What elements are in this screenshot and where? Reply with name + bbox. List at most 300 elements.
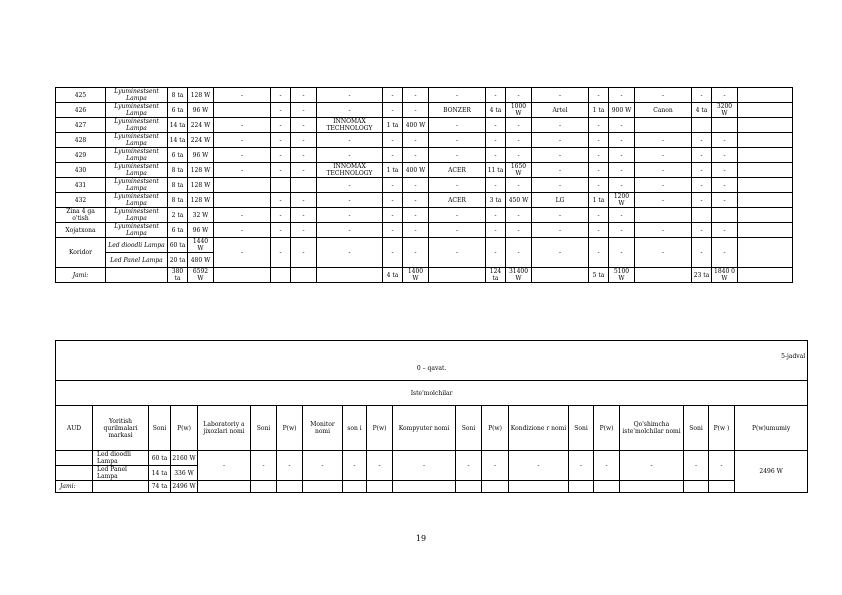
empty-cell <box>738 118 793 133</box>
table-cell: - <box>712 133 738 148</box>
table2-caption-cell <box>56 341 808 381</box>
table-cell: - <box>383 88 403 103</box>
column-header: P(w) <box>277 406 303 451</box>
table-cell: - <box>609 118 635 133</box>
table-row <box>56 133 793 148</box>
table-cell: 3 ta <box>486 193 506 208</box>
table-cell: - <box>712 223 738 238</box>
table-cell: - <box>486 223 506 238</box>
table-cell: - <box>692 163 712 178</box>
table-cell <box>277 481 303 493</box>
table-cell: - <box>506 118 532 133</box>
table-row <box>56 88 793 103</box>
table-cell: 11 ta <box>486 163 506 178</box>
column-header: P(w) <box>367 406 393 451</box>
table-cell: - <box>589 238 609 268</box>
table-cell: - <box>609 88 635 103</box>
total-label: Jami: <box>56 268 106 283</box>
column-header: P(w ) <box>709 406 735 451</box>
table-cell: - <box>429 223 486 238</box>
table-cell: - <box>589 208 609 223</box>
table-cell: - <box>712 238 738 268</box>
table-cell: - <box>589 88 609 103</box>
table-cell: - <box>486 238 506 268</box>
empty-cell <box>738 133 793 148</box>
table-cell: 3200 W <box>712 103 738 118</box>
table-cell: - <box>383 223 403 238</box>
table-cell: - <box>214 133 271 148</box>
count-cell: 6 ta <box>168 148 188 163</box>
count-cell: 8 ta <box>168 88 188 103</box>
count-cell: 60 ta <box>168 238 188 253</box>
table-cell: - <box>532 133 589 148</box>
column-header: Laboratoriy a jixozlari nomi <box>198 406 251 451</box>
table-cell: - <box>403 148 429 163</box>
lamp-name-cell: Led Panel Lampa <box>106 253 168 268</box>
table-cell: - <box>214 208 271 223</box>
table-cell: - <box>609 178 635 193</box>
table-cell: - <box>271 223 291 238</box>
table-cell: 1000 W <box>506 103 532 118</box>
total-row <box>56 268 793 283</box>
table-cell: - <box>214 88 271 103</box>
lamp-name-cell: Lyuminestsent Lampa <box>106 103 168 118</box>
empty-cell <box>738 88 793 103</box>
count-cell: 2 ta <box>168 208 188 223</box>
table-cell: - <box>635 193 692 208</box>
lamp-name-cell: Led Panel Lampa <box>93 466 149 481</box>
table-cell <box>271 178 291 193</box>
table-cell: - <box>684 451 709 481</box>
table-cell <box>214 103 271 118</box>
power-cell: 32 W <box>188 208 214 223</box>
count-cell: 8 ta <box>168 178 188 193</box>
table-cell <box>692 208 712 223</box>
table-cell: - <box>383 193 403 208</box>
table-cell: - <box>506 208 532 223</box>
table-cell: - <box>692 88 712 103</box>
table-cell <box>343 481 367 493</box>
room-cell: 430 <box>56 163 106 178</box>
consumers-table-floor4 <box>55 87 793 283</box>
table-cell: - <box>589 148 609 163</box>
table-cell: - <box>277 451 303 481</box>
count-cell: 6 ta <box>168 223 188 238</box>
empty-cell <box>738 103 793 118</box>
table-cell: - <box>383 148 403 163</box>
table-cell: - <box>635 148 692 163</box>
table-cell: - <box>486 208 506 223</box>
power-cell: 128 W <box>188 163 214 178</box>
table-cell <box>393 481 456 493</box>
floor-label: 0 – qavat. <box>416 365 447 372</box>
table-cell: - <box>506 148 532 163</box>
table-cell <box>709 481 735 493</box>
table-cell: - <box>506 238 532 268</box>
table-cell: - <box>692 193 712 208</box>
empty-cell <box>738 223 793 238</box>
power-cell: 480 W <box>188 253 214 268</box>
table-cell: - <box>509 451 569 481</box>
table-cell: - <box>589 133 609 148</box>
power-cell: 128 W <box>188 178 214 193</box>
total-power-cell: 2496 W <box>735 451 808 493</box>
empty-cell <box>738 148 793 163</box>
table-cell: - <box>429 238 486 268</box>
table-cell: - <box>214 238 271 268</box>
table-cell: 5 ta <box>589 268 609 283</box>
table-cell <box>303 481 343 493</box>
column-header: Kondizione r nomi <box>509 406 569 451</box>
column-header: AUD <box>56 406 93 451</box>
table-cell: 31400 W <box>506 268 532 283</box>
table-cell: - <box>486 178 506 193</box>
empty-cell <box>738 208 793 223</box>
table-cell: - <box>429 208 486 223</box>
table-row <box>56 163 793 178</box>
room-cell: 427 <box>56 118 106 133</box>
table-cell: 1 ta <box>383 163 403 178</box>
table-cell: - <box>609 208 635 223</box>
power-cell: 224 W <box>188 133 214 148</box>
table-cell: - <box>383 133 403 148</box>
table-cell: - <box>532 88 589 103</box>
table-cell: - <box>532 208 589 223</box>
table-cell: - <box>692 238 712 268</box>
table-cell: 4 ta <box>383 268 403 283</box>
column-header: Soni <box>251 406 277 451</box>
table-row <box>56 208 793 223</box>
table-cell: - <box>692 178 712 193</box>
table-cell: - <box>303 451 343 481</box>
table-cell: - <box>317 178 383 193</box>
table-cell: - <box>620 451 684 481</box>
room-cell: Koridor <box>56 238 106 268</box>
table-cell: - <box>383 178 403 193</box>
column-header: Soni <box>684 406 709 451</box>
table-cell <box>594 481 620 493</box>
table-cell: - <box>456 451 482 481</box>
table-cell: - <box>635 163 692 178</box>
table-cell: INNOMAX TECHNOLOGY <box>317 163 383 178</box>
table-cell: 1200 W <box>609 193 635 208</box>
aud-cell <box>56 451 93 466</box>
table-cell: 1400 W <box>403 268 429 283</box>
table-cell: - <box>429 148 486 163</box>
lamp-name-cell: Led dioodli Lampa <box>106 238 168 253</box>
table-cell <box>456 481 482 493</box>
table-cell: - <box>506 88 532 103</box>
column-header: Soni <box>456 406 482 451</box>
table-cell: 124 ta <box>486 268 506 283</box>
table-cell <box>620 481 684 493</box>
room-cell: 428 <box>56 133 106 148</box>
jadval-label: 5-jadval <box>781 353 806 360</box>
table-cell: - <box>403 208 429 223</box>
table-cell: - <box>429 88 486 103</box>
table-cell: - <box>594 451 620 481</box>
table-cell: - <box>609 148 635 163</box>
table-row <box>56 148 793 163</box>
power-cell: 96 W <box>188 103 214 118</box>
table-cell: - <box>317 193 383 208</box>
table-cell: - <box>403 178 429 193</box>
power-cell: 2160 W <box>171 451 198 466</box>
table-cell: - <box>317 223 383 238</box>
table-cell: - <box>506 223 532 238</box>
total-power: 6592 W <box>188 268 214 283</box>
table-cell: - <box>712 163 738 178</box>
table-cell: - <box>403 133 429 148</box>
column-header: P(w) <box>594 406 620 451</box>
table-cell: - <box>291 133 317 148</box>
lamp-name-cell: Lyuminestsent Lampa <box>106 223 168 238</box>
lamp-name-cell: Lyuminestsent Lampa <box>106 163 168 178</box>
table-cell: - <box>712 88 738 103</box>
power-cell: 128 W <box>188 88 214 103</box>
power-cell: 96 W <box>188 223 214 238</box>
empty-cell <box>738 268 793 283</box>
table-cell: - <box>486 148 506 163</box>
table-cell: - <box>271 133 291 148</box>
table-cell: - <box>709 451 735 481</box>
page-number: 19 <box>415 534 427 543</box>
power-cell: 224 W <box>188 118 214 133</box>
table-cell <box>635 208 692 223</box>
table-row <box>56 193 793 208</box>
table-cell: - <box>291 148 317 163</box>
table-cell: - <box>343 451 367 481</box>
total-count: 380 ta <box>168 268 188 283</box>
table-cell <box>367 481 393 493</box>
table-cell: - <box>271 238 291 268</box>
table-cell: 4 ta <box>692 103 712 118</box>
column-header: Qo'shimcha iste'molchilar nomi <box>620 406 684 451</box>
table-cell: - <box>393 451 456 481</box>
table-cell: - <box>403 223 429 238</box>
table-cell: - <box>291 103 317 118</box>
table-cell: - <box>506 133 532 148</box>
room-cell: 426 <box>56 103 106 118</box>
table-cell: - <box>317 133 383 148</box>
table-cell: - <box>532 238 589 268</box>
table-cell: 400 W <box>403 118 429 133</box>
table-cell <box>106 268 168 283</box>
table-cell: 1 ta <box>589 193 609 208</box>
table-row <box>56 118 793 133</box>
column-header: P(w) <box>171 406 198 451</box>
room-cell: Zina 4 ga o'tish <box>56 208 106 223</box>
room-cell: 431 <box>56 178 106 193</box>
table-cell: ACER <box>429 163 486 178</box>
room-cell: Xojatxona <box>56 223 106 238</box>
total-count: 74 ta <box>149 481 171 493</box>
table-cell <box>271 268 291 283</box>
table-cell: - <box>486 88 506 103</box>
table-cell <box>214 268 271 283</box>
count-cell: 14 ta <box>149 466 171 481</box>
table-cell: - <box>367 451 393 481</box>
table-cell: - <box>251 451 277 481</box>
table-cell: - <box>317 208 383 223</box>
table-cell: - <box>609 238 635 268</box>
column-header: Yoritish qurilmalari markasi <box>93 406 149 451</box>
table-cell: - <box>271 118 291 133</box>
table-cell <box>509 481 569 493</box>
lamp-name-cell: Lyuminestsent Lampa <box>106 178 168 193</box>
table-cell: 5100 W <box>609 268 635 283</box>
count-cell: 8 ta <box>168 193 188 208</box>
table-cell: - <box>609 223 635 238</box>
table-cell: 23 ta <box>692 268 712 283</box>
table-row <box>56 103 793 118</box>
table-cell: - <box>271 148 291 163</box>
table-cell: - <box>589 163 609 178</box>
table-cell: 900 W <box>609 103 635 118</box>
table-cell: - <box>383 103 403 118</box>
table-cell: - <box>532 163 589 178</box>
table-cell: 400 W <box>403 163 429 178</box>
table-cell: - <box>635 178 692 193</box>
count-cell: 6 ta <box>168 103 188 118</box>
lamp-name-cell: Lyuminestsent Lampa <box>106 133 168 148</box>
column-header: Soni <box>569 406 594 451</box>
table-cell: - <box>532 148 589 163</box>
table-row <box>56 178 793 193</box>
count-cell: 60 ta <box>149 451 171 466</box>
lamp-name-cell: Led dioodli Lampa <box>93 451 149 466</box>
table-cell: - <box>486 133 506 148</box>
table-cell <box>93 481 149 493</box>
empty-cell <box>738 163 793 178</box>
table-row <box>56 223 793 238</box>
table-cell: - <box>589 178 609 193</box>
table-cell: - <box>291 223 317 238</box>
empty-cell <box>738 193 793 208</box>
aud-cell <box>56 466 93 481</box>
table-cell: - <box>214 223 271 238</box>
table-cell <box>214 178 271 193</box>
power-cell: 336 W <box>171 466 198 481</box>
table-cell <box>317 268 383 283</box>
table-cell: - <box>403 238 429 268</box>
table-cell: - <box>486 118 506 133</box>
table-cell: 1 ta <box>383 118 403 133</box>
table-cell <box>569 481 594 493</box>
table-cell: - <box>532 178 589 193</box>
table-cell: - <box>692 148 712 163</box>
table-cell <box>291 178 317 193</box>
table-cell <box>251 481 277 493</box>
table-cell: - <box>271 103 291 118</box>
table-cell: Artel <box>532 103 589 118</box>
lamp-name-cell: Lyuminestsent Lampa <box>106 148 168 163</box>
column-header: Soni <box>149 406 171 451</box>
table-cell: - <box>635 88 692 103</box>
column-header: Monitor nomi <box>303 406 343 451</box>
table-cell: BONZER <box>429 103 486 118</box>
table-row <box>56 238 793 253</box>
table-cell <box>684 481 709 493</box>
table-cell: - <box>609 163 635 178</box>
empty-cell <box>738 178 793 193</box>
table-cell: - <box>403 103 429 118</box>
table-cell: 4 ta <box>486 103 506 118</box>
table-cell: - <box>635 238 692 268</box>
table-cell <box>429 268 486 283</box>
table-cell: - <box>271 208 291 223</box>
table-cell: - <box>271 88 291 103</box>
table-cell: - <box>532 118 589 133</box>
table-cell: - <box>532 223 589 238</box>
table-cell: 1650 W <box>506 163 532 178</box>
table-cell: - <box>429 133 486 148</box>
table-cell: - <box>291 88 317 103</box>
table-cell <box>692 118 712 133</box>
column-header: P(w) <box>482 406 509 451</box>
table-cell: - <box>214 118 271 133</box>
table-cell: ACER <box>429 193 486 208</box>
table-cell: LG <box>532 193 589 208</box>
table-cell: - <box>198 451 251 481</box>
table-cell <box>635 118 692 133</box>
table-cell <box>635 268 692 283</box>
table-cell: - <box>271 193 291 208</box>
table-cell <box>532 268 589 283</box>
table-cell: INNOMAX TECHNOLOGY <box>317 118 383 133</box>
table-cell: - <box>291 163 317 178</box>
table-cell: - <box>271 163 291 178</box>
power-cell: 128 W <box>188 193 214 208</box>
consumers-title: Iste'molchilar <box>56 381 808 406</box>
room-cell: 429 <box>56 148 106 163</box>
table-cell: - <box>214 163 271 178</box>
table-cell: - <box>506 178 532 193</box>
count-cell: 14 ta <box>168 133 188 148</box>
table-cell: - <box>569 451 594 481</box>
lamp-name-cell: Lyuminestsent Lampa <box>106 208 168 223</box>
room-cell: 432 <box>56 193 106 208</box>
table-cell: - <box>214 148 271 163</box>
table-cell: - <box>609 133 635 148</box>
table-cell <box>712 208 738 223</box>
table-cell: 450 W <box>506 193 532 208</box>
table-cell <box>712 118 738 133</box>
count-cell: 14 ta <box>168 118 188 133</box>
table-cell: - <box>635 223 692 238</box>
table-cell: - <box>291 118 317 133</box>
table-cell: - <box>317 103 383 118</box>
table-cell: - <box>317 148 383 163</box>
count-cell: 8 ta <box>168 163 188 178</box>
table-cell: - <box>383 208 403 223</box>
room-cell: 425 <box>56 88 106 103</box>
table-cell: - <box>712 193 738 208</box>
lamp-name-cell: Lyuminestsent Lampa <box>106 193 168 208</box>
column-header: Kompyuter nomi <box>393 406 456 451</box>
table-cell: 1840 0 W <box>712 268 738 283</box>
table-cell: - <box>403 193 429 208</box>
table-cell: - <box>635 133 692 148</box>
column-header: son i <box>343 406 367 451</box>
table-cell <box>198 481 251 493</box>
table-cell: - <box>482 451 509 481</box>
consumers-table-floor0 <box>55 340 808 493</box>
table-cell: - <box>692 133 712 148</box>
table-cell <box>482 481 509 493</box>
table-cell: - <box>692 223 712 238</box>
table-cell: - <box>429 118 486 133</box>
